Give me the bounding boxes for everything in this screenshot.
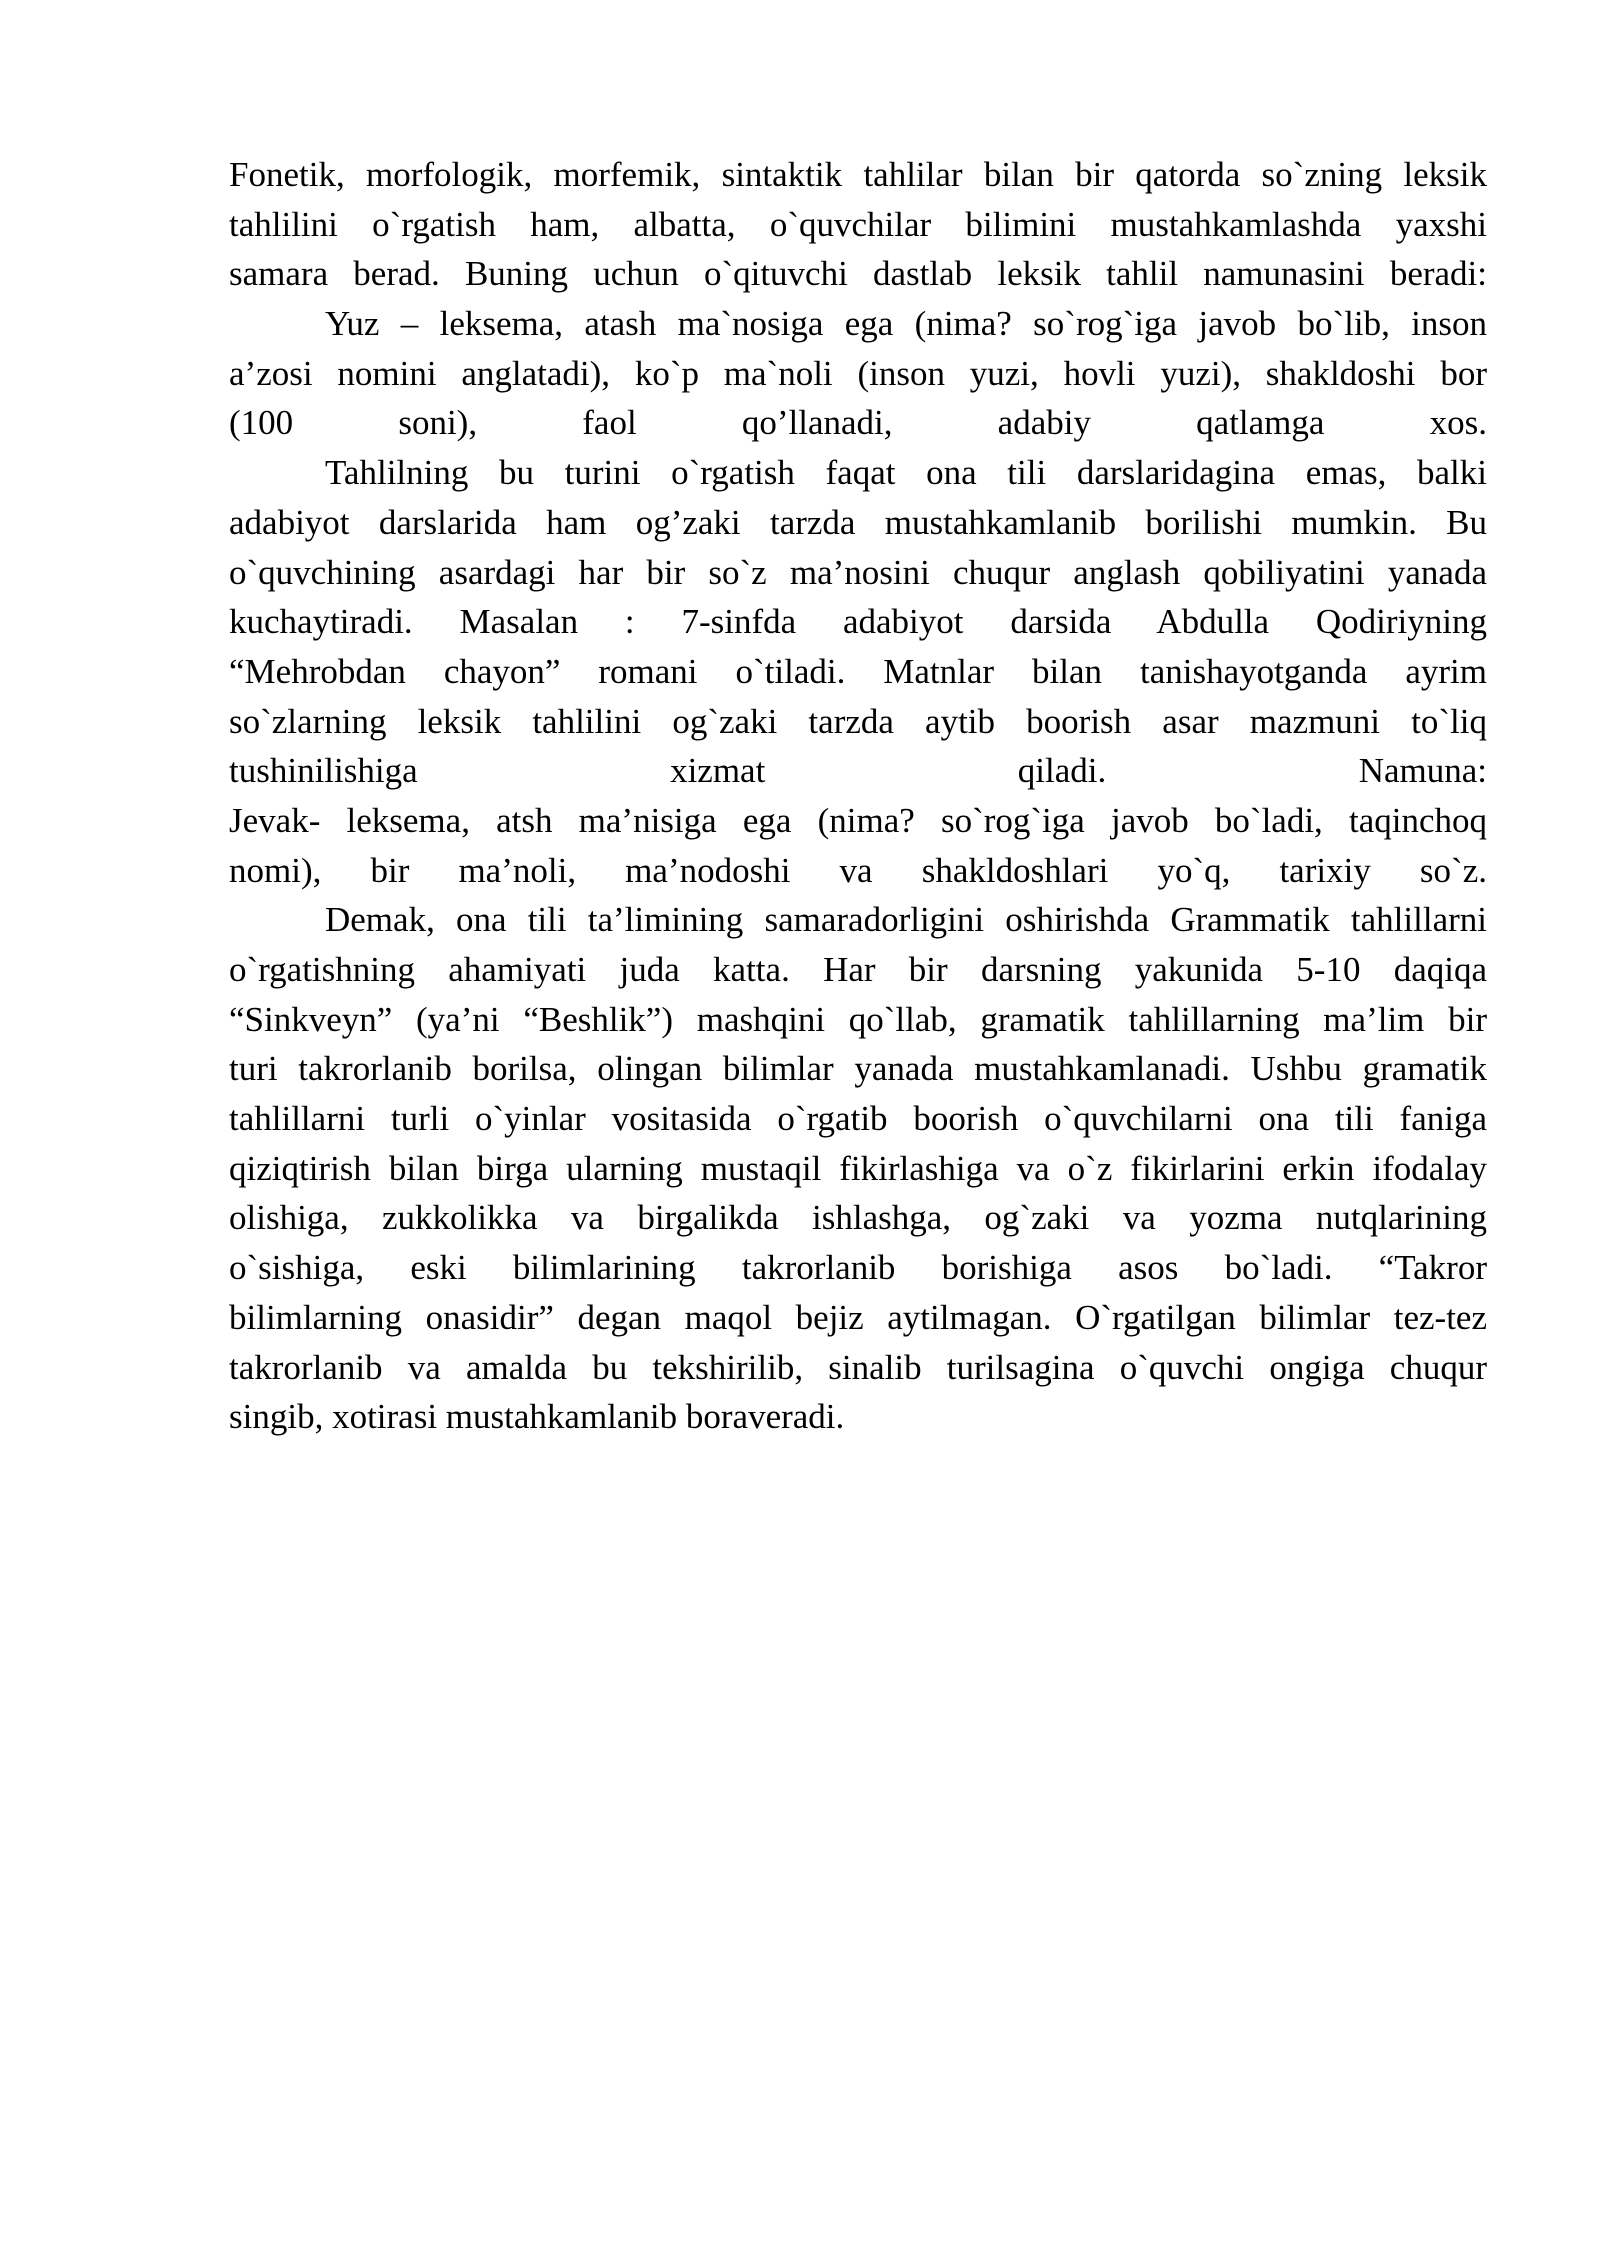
text-line: turi takrorlanib borilsa, olingan bilimlar yanada mustahkamlanadi. Ushbu gramatik [229, 1049, 1487, 1089]
text-line: Demak, ona tili ta’limining samaradorligini oshirishda Grammatik tahlillarni [325, 900, 1487, 940]
text-line: Jevak- leksema, atsh ma’nisiga ega (nima? so`rog`iga javob bo`ladi, taqinchoq [229, 800, 1487, 840]
text-line: singib, xotirasi mustahkamlanib boraveradi. [229, 1397, 845, 1437]
text-line: (100 soni), faol qo’llanadi, adabiy qatlamga xos. [229, 403, 1487, 443]
text-line: tahlilini o`rgatish ham, albatta, o`quvchilar bilimini mustahkamlashda yaxshi [229, 204, 1487, 244]
text-line: so`zlarning leksik tahlilini og`zaki tarzda aytib boorish asar mazmuni to`liq [229, 701, 1487, 741]
text-line: tushinilishiga xizmat qiladi. Namuna: [229, 751, 1487, 791]
text-line: olishiga, zukkolikka va birgalikda ishlashga, og`zaki va yozma nutqlarining [229, 1198, 1487, 1238]
text-line: o`rgatishning ahamiyati juda katta. Har bir darsning yakunida 5-10 daqiqa [229, 950, 1487, 989]
text-line: adabiyot darslarida ham og’zaki tarzda mustahkamlanib borilishi mumkin. Bu [229, 502, 1487, 542]
text-line: tahlillarni turli o`yinlar vositasida o`rgatib boorish o`quvchilarni ona tili faniga [229, 1099, 1487, 1139]
text-line: bilimlarning onasidir” degan maqol bejiz aytilmagan. O`rgatilgan bilimlar tez-tez [229, 1297, 1487, 1337]
text-line: Fonetik, morfologik, morfemik, sintaktik tahlilar bilan bir qatorda so`zning leksik [229, 155, 1487, 194]
text-line: a’zosi nomini anglatadi), ko`p ma`noli (inson yuzi, hovli yuzi), shakldoshi bor [229, 353, 1487, 393]
text-line: nomi), bir ma’noli, ma’nodoshi va shakldoshlari yo`q, tarixiy so`z. [229, 850, 1487, 890]
text-line: kuchaytiradi. Masalan : 7-sinfda adabiyot darsida Abdulla Qodiriyning [229, 602, 1487, 642]
text-line: qiziqtirish bilan birga ularning mustaqil fikirlashiga va o`z fikirlarini erkin ifodalay [229, 1148, 1487, 1188]
text-line: “Mehrobdan chayon” romani o`tiladi. Matnlar bilan tanishayotganda ayrim [229, 651, 1487, 691]
text-line: o`quvchining asardagi har bir so`z ma’nosini chuqur anglash qobiliyatini yanada [229, 552, 1487, 592]
body-text [229, 150, 1487, 1442]
text-line: Yuz – leksema, atash ma`nosiga ega (nima? so`rog`iga javob bo`lib, inson [325, 304, 1487, 344]
text-line: Tahlilning bu turini o`rgatish faqat ona tili darslaridagina emas, balki [325, 453, 1487, 493]
text-line: takrorlanib va amalda bu tekshirilib, sinalib turilsagina o`quvchi ongiga chuqur [229, 1347, 1487, 1387]
text-line: o`sishiga, eski bilimlarining takrorlanib borishiga asos bo`ladi. “Takror [229, 1248, 1487, 1288]
text-line: samara berad. Buning uchun o`qituvchi dastlab leksik tahlil namunasini beradi: [229, 254, 1487, 294]
text-line: “Sinkveyn” (ya’ni “Beshlik”) mashqini qo`llab, gramatik tahlillarning ma’lim bir [229, 999, 1487, 1039]
